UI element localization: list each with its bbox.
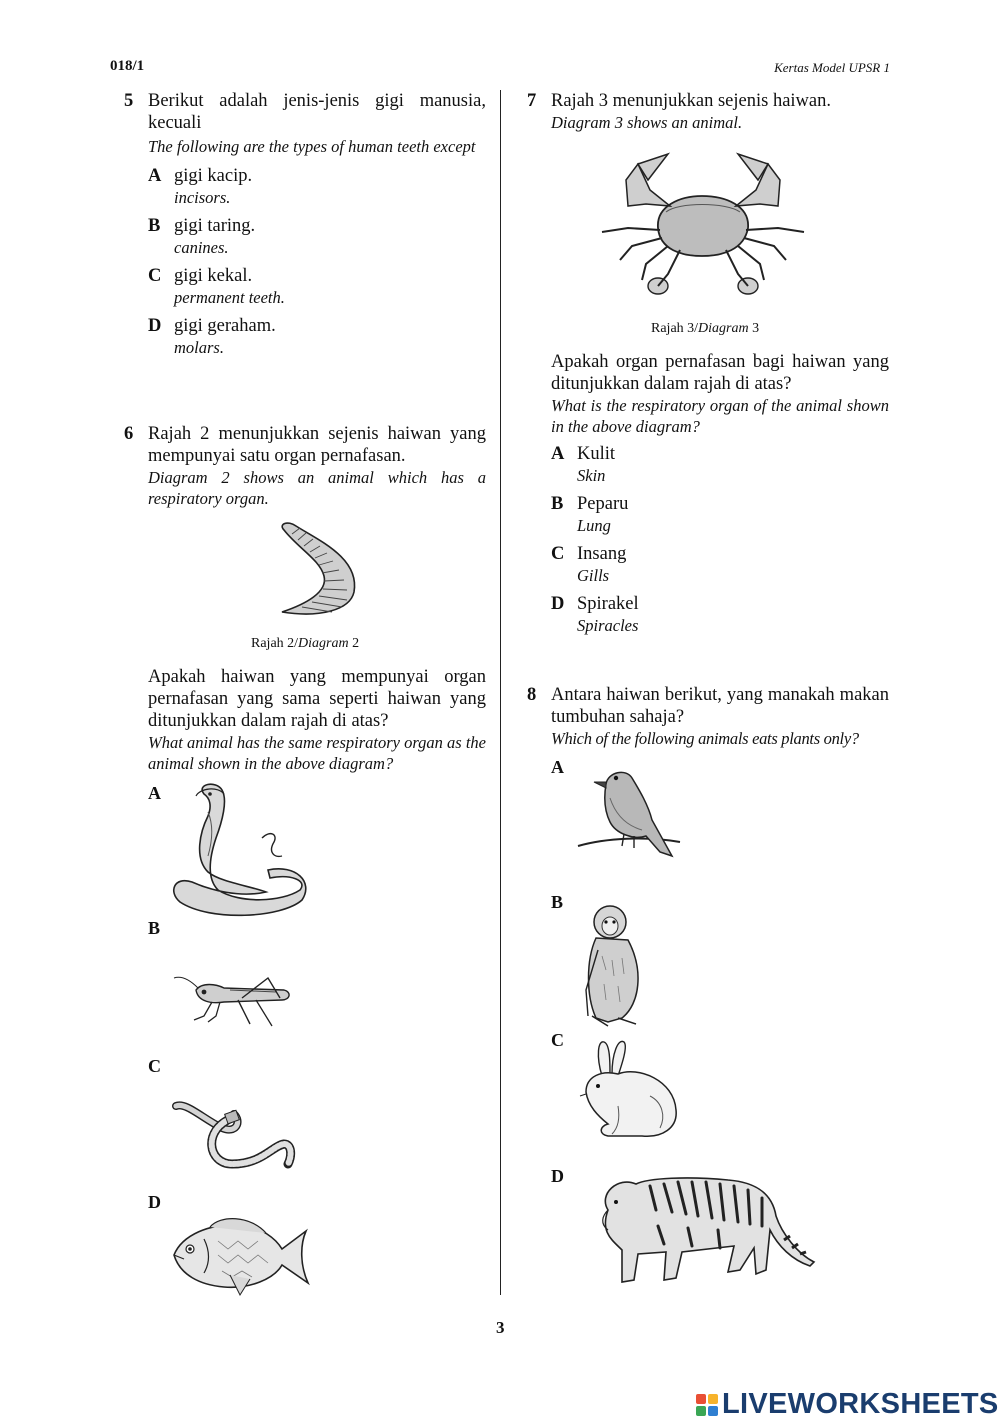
caption-english: Diagram [298,636,349,651]
option-text-malay: Kulit [577,444,616,464]
q8-option-d-label[interactable]: D [551,1166,564,1186]
caption-number: 3 [752,321,760,336]
mark-square-1 [696,1394,706,1404]
diagram-2-caption [251,636,359,652]
q6-option-b-label[interactable]: B [148,918,161,938]
stem-english: Diagram 2 shows an animal which has a respiratory organ. [148,468,486,508]
brand-logo[interactable] [696,1388,999,1421]
option-text-english: molars. [174,338,224,357]
question-english: What is the respiratory organ of the animal shown in the above diagram? [551,396,889,436]
question-number: 8 [527,685,537,705]
option-d[interactable] [148,315,486,358]
question-english: What animal has the same respiratory organ as the animal shown in the above diagram? [148,733,486,773]
option-text-malay: gigi kekal. [174,266,253,286]
option-letter: C [551,544,565,564]
question-6 [124,423,486,509]
question-6-prompt [148,666,486,774]
option-letter: C [148,266,162,286]
question-number: 7 [527,91,537,111]
option-a[interactable] [551,443,889,486]
caption-english: Diagram [698,321,749,336]
option-text-english: Gills [577,566,610,585]
option-text-malay: gigi taring. [174,216,256,236]
stem-english: The following are the types of human teeth except [148,137,476,156]
question-malay: Apakah haiwan yang mempunyai organ pernafasan yang sama seperti haiwan yang ditunjukkan dalam rajah di atas? [148,667,486,731]
question-8 [527,684,889,749]
brand-mark-icon [696,1394,718,1416]
option-text-malay: gigi kacip. [174,166,253,186]
diagram-3-caption [651,321,759,337]
column-divider [500,90,501,1295]
option-text-malay: Insang [577,544,627,564]
option-letter: B [148,216,161,236]
stem-malay: Berikut adalah jenis-jenis gigi manusia, kecuali [148,91,486,133]
stem-english: Diagram 3 shows an animal. [551,113,743,132]
question-7-prompt [551,351,889,636]
option-letter: A [148,166,162,186]
option-c[interactable] [148,265,486,308]
option-c[interactable] [551,543,889,586]
q8-option-b-label[interactable]: B [551,892,564,912]
paper-title: Kertas Model UPSR 1 [774,60,890,75]
mark-square-4 [708,1406,718,1416]
option-text-english: permanent teeth. [174,288,285,307]
option-text-english: canines. [174,238,229,257]
option-text-english: incisors. [174,188,231,207]
q6-option-c-label[interactable]: C [148,1056,161,1076]
stem-malay: Rajah 3 menunjukkan sejenis haiwan. [551,91,832,111]
monkey-illustration[interactable] [578,900,648,1030]
brand-name: LIVEWORKSHEETS [722,1388,999,1420]
question-7 [527,90,889,133]
option-text-english: Lung [577,516,611,535]
option-letter: D [551,594,565,614]
leech-illustration [270,518,370,618]
caption-malay: Rajah 3/ [651,321,699,336]
option-text-malay: Spirakel [577,594,639,614]
caption-number: 2 [352,636,360,651]
option-a[interactable] [148,165,486,208]
question-malay: Apakah organ pernafasan bagi haiwan yang ditunjukkan dalam rajah di atas? [551,352,889,394]
stem-english: Which of the following animals eats plants only? [551,729,859,748]
q6-option-a-label[interactable]: A [148,783,161,803]
crab-illustration [598,150,808,300]
question-number: 6 [124,424,134,444]
mark-square-2 [708,1394,718,1404]
page-number: 3 [496,1318,505,1337]
fish-illustration[interactable] [170,1215,312,1297]
bird-illustration[interactable] [576,764,680,862]
question-5 [124,90,486,358]
question-number: 5 [124,91,134,111]
stem-malay: Rajah 2 menunjukkan sejenis haiwan yang mempunyai satu organ pernafasan. [148,424,486,466]
caption-malay: Rajah 2/ [251,636,299,651]
option-text-english: Skin [577,466,606,485]
option-text-malay: Peparu [577,494,629,514]
option-letter: D [148,316,162,336]
stem-malay: Antara haiwan berikut, yang manakah makan tumbuhan sahaja? [551,685,889,727]
earthworm-illustration[interactable] [172,1100,296,1172]
grasshopper-illustration[interactable] [172,968,292,1028]
tiger-illustration[interactable] [578,1170,818,1296]
option-text-english: Spiracles [577,616,639,635]
option-d[interactable] [551,593,889,636]
option-letter: A [551,444,565,464]
paper-code: 018/1 [110,58,145,74]
cobra-illustration[interactable] [170,782,310,922]
q8-option-a-label[interactable]: A [551,757,564,777]
option-b[interactable] [551,493,889,536]
option-letter: B [551,494,564,514]
mark-square-3 [696,1406,706,1416]
q6-option-d-label[interactable]: D [148,1192,161,1212]
option-text-malay: gigi geraham. [174,316,276,336]
q8-option-c-label[interactable]: C [551,1030,564,1050]
option-b[interactable] [148,215,486,258]
rabbit-illustration[interactable] [578,1036,682,1142]
